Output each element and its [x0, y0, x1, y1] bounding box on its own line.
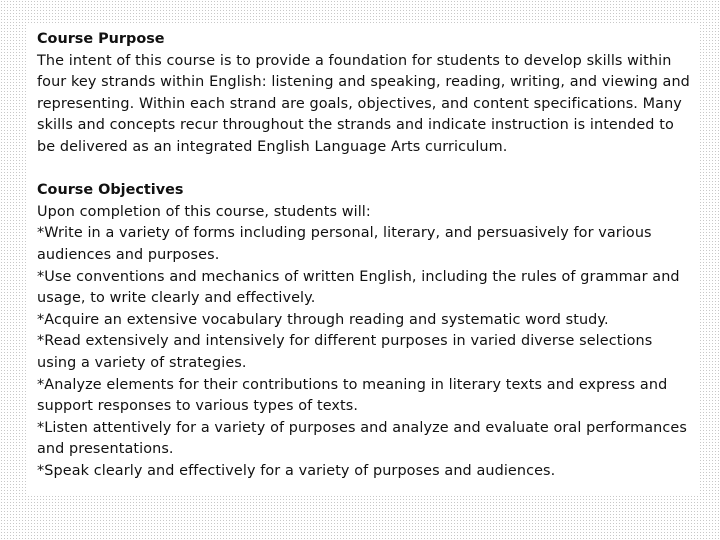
- objective-item: *Speak clearly and effectively for a variety of purposes and audiences.: [37, 462, 556, 479]
- objective-item: *Acquire an extensive vocabulary through reading and systematic word study.: [37, 311, 609, 328]
- objective-item: *Analyze elements for their contributions to meaning in literary texts and express and support responses to various types of texts.: [37, 376, 668, 415]
- objective-item: *Write in a variety of forms including personal, literary, and persuasively for various audiences and purposes.: [37, 225, 652, 263]
- document-page: [28, 24, 700, 494]
- objective-item: *Use conventions and mechanics of written English, including the rules of grammar and usage, to write clearly and effectively.: [37, 268, 680, 307]
- section-spacer: [37, 159, 692, 181]
- course-purpose-heading: Course Purpose: [37, 31, 165, 47]
- objective-item: *Listen attentively for a variety of purposes and analyze and evaluate oral performances and presentations.: [37, 419, 687, 458]
- course-purpose-text: The intent of this course is to provide a foundation for students to develop skills within four key strands within English: listening and speaking, reading, writing, and viewing and representing. Within each strand are goals, objectives, and content specifications. Many skills and concepts recur throughout the strands and indicate instruction is intended to be delivered as an integrated English Language Arts curriculum.: [37, 52, 690, 155]
- course-objectives-intro: Upon completion of this course, students will:: [37, 203, 371, 220]
- course-objectives-heading: Course Objectives: [37, 182, 184, 199]
- objective-item: *Read extensively and intensively for different purposes in varied diverse selections using a variety of strategies.: [37, 333, 653, 371]
